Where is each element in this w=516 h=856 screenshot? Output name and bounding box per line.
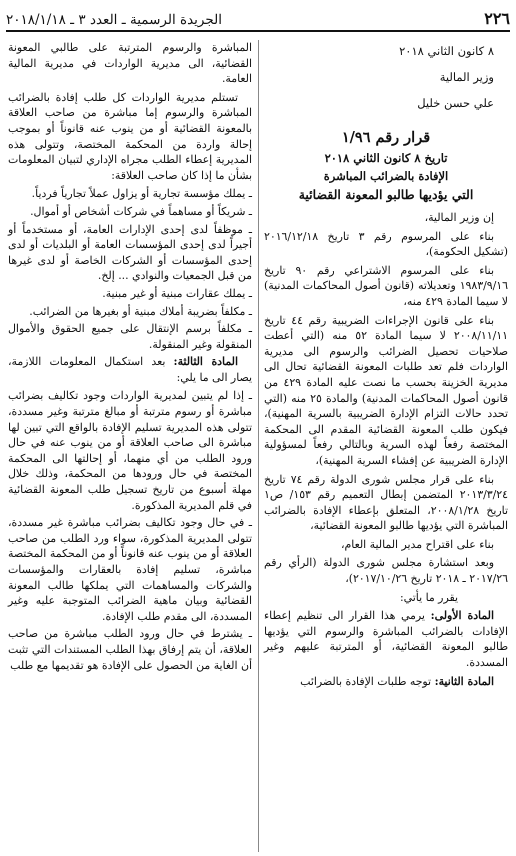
preamble-paragraph: وبعد استشارة مجلس شورى الدولة (الرأي رقم ٢٠١٧/٢٦ ـ ٢٠١٨ تاريخ ٢٠١٧/١٠/٢٦)، [264,556,508,586]
preamble-paragraph: بناء على المرسوم الاشتراعي رقم ٩٠ تاريخ ١٩٨٣/٩/١٦ وتعديلاته (قانون أصول المحاكمات المدنية) لا سيما المادة ٤٢٩ منه، [264,263,508,308]
list-item: ـ يشترط في حال ورود الطلب مباشرة من صاحب العلاقة، أن يتم إرفاق بهذا الطلب المستندات التي تثبت أن الغاية من الحصول على الإفادة هو تقديمها مع طلب [8,627,252,672]
list-item: ـ يملك مؤسسة تجارية أو يزاول عملاً تجارياً فردياً. [31,187,252,201]
article-3-label: المادة الثالثة: [173,355,238,369]
list-item: ـ في حال وجود تكاليف بضرائب مباشرة غير مسددة، تتولى المديرية المذكورة، سواء ورد الطلب من صاحب العلاقة أو من ينوب عنه قانوناً أو من المحكمة المختصة مباشرة، تسليم إفادة بالعقارات والمؤسسات والشركات والمساهمات التي يملكها طالب المعونة القضائية وبيان ماهية الضرائب المتوجبة عليه وغير المسددة، الى مقدم طلب الإفادة. [8,516,252,623]
right-column [264,40,508,692]
decision-subject-line-1: الإفادة بالضرائب المباشرة [323,169,449,183]
list-item: ـ مكلفاً بضريبة أملاك مبنية أو بغيرها من الضرائب. [29,304,252,318]
list-item: ـ مكلفاً برسم الإنتقال على جميع الحقوق والأموال المنقولة وغير المنقولة. [8,322,252,351]
preamble-paragraph: بناء على المرسوم رقم ٣ تاريخ ٢٠١٦/١٢/١٨ (تشكيل الحكومة)، [264,229,508,259]
article-2-label: المادة الثانية: [434,674,494,688]
signature-date: ٨ كانون الثاني ٢٠١٨ [399,44,494,58]
article-1-text: يرمي هذا القرار الى تنظيم إعطاء الإفادات بالضرائب المباشرة والرسوم التي يؤديها طالبو المعونة القضائية، أو المترتبة عليهم وغير المسددة. [264,609,508,670]
preamble-paragraph: بناء على قانون الإجراءات الضريبية رقم ٤٤ تاريخ ٢٠٠٨/١١/١١ لا سيما المادة ٥٢ منه (التي أعطت صلاحيات تحصيل الضرائب والرسوم الى مديرية الواردات فلم تعد طلبات المعونة القضائية تحال الى مديرية الخزينة بحسب ما نصت عليه المادة ٤٢٩ من قانون أصول المحاكمات المدنية) والمادة ٢٥ منه (التي تحدد حالات التزام الإدارة الضريبية بالسرية المهنية)، فيكون طلب المعونة القضائية المقدم الى المحكمة المختصة رفعاً لهذه السرية وبالتالي رفعاً لمسؤولية الإدارة الضريبية عن إفشاء السرية المهنية)، [264,313,508,467]
left-column [8,40,252,675]
column-divider [258,40,259,852]
intro-line: إن وزير المالية، [424,211,494,224]
decision-date: تاريخ ٨ كانون الثاني ٢٠١٨ [324,151,448,165]
decision-subject-line-2: التي يؤديها طالبو المعونة القضائية [298,187,474,202]
article-2-text: توجه طلبات الإفادة بالضرائب [300,674,432,688]
article-1 [264,608,508,670]
list-item: ـ إذا لم يتبين لمديرية الواردات وجود تكاليف بضرائب مباشرة أو رسوم مترتبة أو مبالغ مترتبة وغير مسددة، تتولى هذه المديرية تسليم الإفادة بالواقع التي تبين لها مباشرة الى صاحب العلاقة أو من ينوب عنه في حال ورود الطلب من أي منهما، أو إحالتها الى المحكمة المختصة في حال ورودها من المحكمة، وذلك خلال مهلة أسبوع من تاريخ تسجيل طلب المعونة القضائية في قلم المديرية المذكورة. [8,389,252,512]
list-item: ـ يملك عقارات مبنية أو غير مبنية. [102,286,252,300]
decision-title-block [264,127,508,204]
preamble-paragraph: بناء على اقتراح مدير المالية العام، [341,537,494,551]
article-1-label: المادة الأولى: [430,609,494,623]
page-header [6,6,510,32]
signature-name: علي حسن خليل [417,96,494,110]
continued-paragraph: المباشرة والرسوم المترتبة على طالبي المعونة القضائية، الى مديرية الواردات في مديرية المالية العامة. [8,41,252,86]
page-number: ٢٢٦ [484,9,510,28]
decision-number: قرار رقم ١/٩٦ [341,129,431,146]
article-3-text: بعد استكمال المعلومات اللازمة، يصار الى ما يلي: [8,355,252,384]
body-paragraph: تستلم مديرية الواردات كل طلب إفادة بالضرائب المباشرة والرسوم إما مباشرة من صاحب العلاقة بالمعونة القضائية أو من ينوب عنه قانوناً أو بموجب إحالة واردة من المحكمة المختصة، وتتولى هذه المديرية إعطاء الطلب مجراه الإداري لتبيان المعلومات بشأن ما إذا كان صاحب العلاقة: [8,90,252,182]
signature-role: وزير المالية [439,70,494,84]
preamble-paragraph: بناء على قرار مجلس شورى الدولة رقم ٧٤ تاريخ ٢٠١٣/٣/٢٤ المتضمن إبطال التعميم رقم ١٥٣/ ص١ تاريخ ٢٠٠٨/١/٢٨، المتعلق بإعطاء الإفادة بالضرائب المباشرة التي يؤديها طالبو المعونة القضائية، [264,472,508,533]
article-3 [8,354,252,385]
article-2 [264,674,508,690]
gazette-title: الجريدة الرسمية ـ العدد ٣ ـ ٢٠١٨/١/١٨ [6,12,222,28]
list-item: ـ شريكاً أو مساهماً في شركات أشخاص أو أموال. [30,204,252,218]
decides-line: يقرر ما يأتي: [399,590,458,604]
list-item: ـ موظفاً لدى إحدى الإدارات العامة، أو مستخدماً أو أجيراً لدى إحدى المؤسسات العامة أو البلديات أو لدى إحدى المؤسسات أو الشركات الخاصة أو لدى غيرها من قبل الجمعيات والنوادي ... إلخ. [8,222,252,283]
